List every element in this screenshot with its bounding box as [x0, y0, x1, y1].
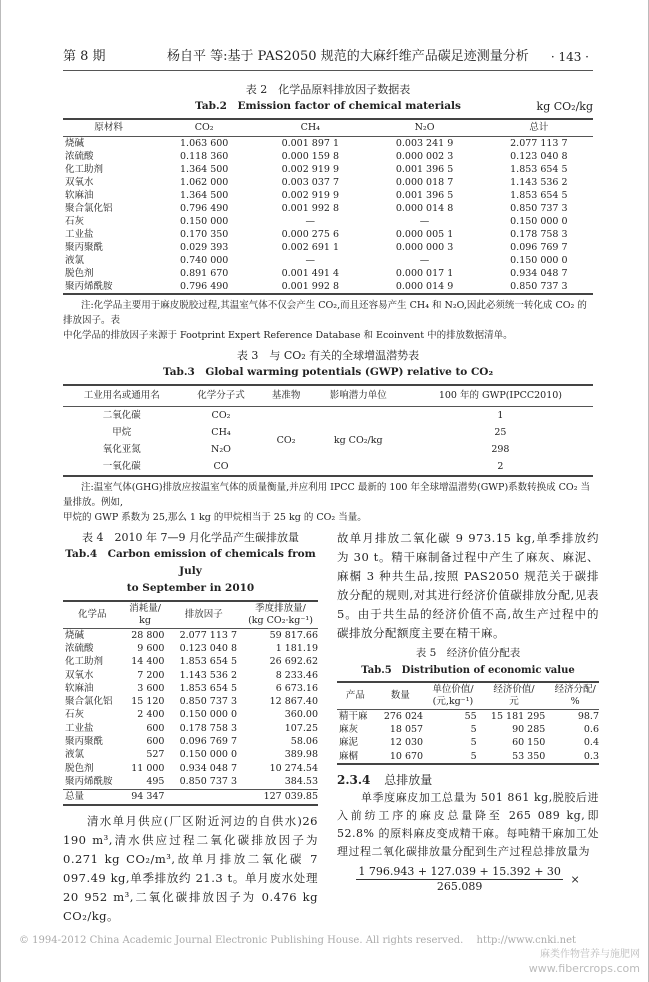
table3-unit-cell: kg CO₂/kg	[309, 407, 402, 477]
table5-row	[337, 737, 599, 750]
table5-title-en: Tab.5 Distribution of economic value	[361, 665, 575, 676]
table4-column-header-line: 消耗量/	[129, 603, 161, 614]
table2-cell: —	[419, 254, 430, 266]
table4-total-row	[63, 789, 318, 805]
table2-cell: 0.934 048 7	[510, 267, 568, 279]
table4-cell: 107.25	[284, 722, 318, 734]
table2-title-en: Tab.2 Emission factor of chemical materials	[195, 100, 461, 112]
table4-cell: 360.00	[284, 709, 318, 721]
table4-cell: 58.06	[290, 736, 318, 748]
table4-row	[63, 695, 318, 708]
table4-column-header-line: (kg CO₂·kg⁻¹)	[248, 615, 313, 626]
table3-section	[63, 347, 593, 525]
table4-cell: 10 274.54	[269, 762, 318, 774]
table4-cell: 0.850 737 3	[179, 775, 237, 787]
table4-cell: 14 400	[131, 656, 165, 668]
table2-cell: 0.000 000 3	[395, 241, 454, 253]
table3-cell: CO	[178, 458, 257, 476]
left-column	[63, 529, 318, 926]
table2-cell: 2.077 113 7	[510, 137, 568, 149]
table2-note-1: 注:化学品主要用于麻皮脱胶过程,其温室气体不仅会产生 CO₂,而且还容易产生 CH₄ 和 N₂O,因此必须统一转化成 CO₂ 的排放因子。表	[63, 300, 587, 326]
table5-row	[337, 710, 599, 724]
table2-cell: 0.150 000 0	[510, 254, 568, 266]
table5-cell: 98.7	[577, 710, 599, 722]
table5-cell: 90 285	[512, 723, 546, 735]
table2-cell: 1.853 654 5	[510, 163, 568, 175]
table2-cell: 烧碱	[65, 137, 85, 149]
table4-column-header	[164, 602, 237, 629]
table5-cell: 麻灰	[339, 723, 359, 735]
table4-cell: 9 600	[137, 642, 165, 654]
table5-cell: 0.4	[583, 737, 599, 749]
table2-cell: 脱色剂	[65, 267, 94, 279]
table2-column-header-line: N₂O	[414, 122, 435, 133]
table2-note-2: 中化学品的排放因子来源于 Footprint Expert Reference Database 和 Ecoinvent 中的排放数据清单。	[63, 330, 513, 341]
table3-row	[63, 407, 593, 425]
table4-cell: 12 867.40	[269, 696, 318, 708]
left-paragraph: 清水单月供应(厂区附近河边的自供水)26 190 m³,清水供应过程二氧化碳排放因子为 0.271 kg CO₂/m³,故单月排放二氧化碳 7 097.49 kg,单季排放约 21.3 t。单月废水处理 20 952 m³,二氧化碳排放因子为 0.476 kg CO₂/kg。	[63, 813, 318, 923]
table4-cell: 527	[146, 749, 165, 761]
table2-cell: 0.150 000	[180, 215, 229, 227]
table4-cell: 384.53	[284, 775, 318, 787]
table3-cell: 2	[402, 458, 593, 476]
table4-cell: 2 400	[137, 709, 165, 721]
table5-cell: 5	[470, 723, 477, 735]
table4-cell: 0.096 769 7	[179, 736, 237, 748]
table2-header-row	[63, 120, 593, 137]
table4-total-cell	[164, 789, 237, 805]
table4-cell: 聚丙烯酰胺	[65, 775, 113, 787]
table2-cell: 0.850 737 3	[510, 202, 568, 214]
table4-column-header-line: 化学品	[78, 609, 107, 620]
section-paragraph: 单季度麻皮加工总量为 501 861 kg,脱胶后进入前纺工序的麻皮总量降至 265 089 kg,即 52.8% 的原料麻皮变成精干麻。每吨精干麻加工处理过程二氧化碳排放量分配到生产过程总排放量为	[337, 791, 599, 859]
table5-cell: 15 181 295	[490, 710, 546, 722]
watermark-url: www.fibercrops.com	[528, 961, 640, 975]
table5-cell: 5	[423, 750, 477, 764]
table4-row	[63, 669, 318, 682]
table2-row	[63, 267, 593, 280]
table4-total-cell: 总量	[63, 789, 120, 805]
table2-cell: 0.003 241 9	[395, 137, 454, 149]
header-rule	[63, 70, 593, 71]
table2-cell: —	[305, 215, 316, 227]
table2-cell: 1.364 500	[180, 163, 229, 175]
table2-cell: 双氧水	[65, 176, 94, 188]
watermark-text: 麻类作物营养与施肥网	[540, 948, 640, 960]
table2-column-header-line: 总计	[529, 122, 549, 133]
table5-cell: 麻榍	[337, 750, 372, 764]
table2-cell: 0.000 014 8	[395, 202, 454, 214]
table5	[337, 683, 599, 765]
table4-cell: 3 600	[137, 682, 165, 694]
table4-cell: 0.850 737 3	[179, 696, 237, 708]
table4-header-row	[63, 602, 318, 629]
table2-column-header-line: CH₄	[300, 122, 320, 133]
table3-title-cn: 表 3 与 CO₂ 有关的全球增温潜势表	[236, 349, 420, 362]
table5-cell: 18 057	[389, 723, 424, 735]
table4-cell: 1.143 536 2	[179, 669, 237, 681]
table3-cell: 25	[494, 426, 507, 438]
table2-cell: 0.000 002 3	[395, 150, 454, 162]
table4-cell: 1 181.19	[275, 642, 318, 654]
page-number: · 143 ·	[550, 50, 589, 64]
table2-cell: 0.096 769 7	[510, 241, 568, 253]
table3-note-2: 甲烷的 GWP 系数为 25,那么 1 kg 的甲烷相当于 25 kg 的 CO₂ 当量。	[63, 512, 367, 523]
table3-column-header	[402, 386, 593, 407]
table5-cell: 53 350	[477, 750, 546, 764]
table4-cell: 59 817.66	[269, 629, 318, 641]
table4-column-header-line: 季度排放量/	[255, 603, 306, 614]
table4-cell: 0.123 040 8	[179, 642, 237, 654]
table2-row	[63, 163, 593, 176]
table5-cell: 0.3	[545, 750, 599, 764]
table2-title-cn: 表 2 化学品原料排放因子数据表	[245, 83, 411, 96]
table2-cell: 1.062 000	[180, 176, 229, 188]
table4-cell: 2.077 113 7	[179, 629, 237, 641]
footer	[1, 926, 648, 976]
table2-column-header-line: 原材料	[94, 122, 123, 133]
table4-cell: 495	[146, 775, 165, 787]
table5-column-header	[477, 683, 546, 710]
table2-cell: 0.001 491 4	[281, 267, 339, 279]
table4-cell: 烧碱	[65, 629, 85, 641]
table3-cell: 甲烷	[112, 426, 132, 438]
table3-cell: 1	[497, 409, 504, 421]
table4-column-header-line: 排放因子	[184, 609, 223, 620]
right-column	[337, 529, 599, 926]
table5-row	[337, 723, 599, 736]
table5-column-header	[372, 683, 423, 710]
table2-cell: 0.029 393	[180, 241, 229, 253]
table3-cell: 氧化亚氮	[102, 443, 141, 455]
section-heading	[337, 771, 599, 789]
table2-row	[63, 137, 593, 151]
table2-cell: 工业盐	[65, 228, 94, 240]
table2-title-row	[63, 98, 593, 115]
table2-cell: 0.000 275 6	[281, 228, 339, 240]
formula-denominator: 265.089	[436, 880, 483, 894]
table5-column-header-line: (元,kg⁻¹)	[432, 696, 474, 707]
table2-cell: 0.796 490	[180, 202, 229, 214]
table2-cell: 0.170 350	[180, 228, 229, 240]
table2-row	[63, 176, 593, 189]
table2-cell: 软麻油	[65, 189, 94, 201]
table3-note-1: 注:温室气体(GHG)排放应按温室气体的质量衡量,并应利用 IPCC 最新的 100 年全球增温潜势(GWP)系数转换成 CO₂ 当量排放。例如,	[63, 482, 591, 508]
table5-cell: 55	[464, 710, 477, 722]
table2-cell: 0.000 017 1	[395, 267, 454, 279]
table5-column-header-line: 单位价值/	[432, 684, 474, 695]
table4-cell: 15 120	[131, 696, 165, 708]
table2-cell: 0.740 000	[180, 254, 229, 266]
table3-column-header	[309, 386, 402, 407]
table3-title-en: Tab.3 Global warming potentials (GWP) relative to CO₂	[162, 366, 494, 378]
table2-cell: 浓硫酸	[65, 150, 94, 162]
table4-cell: 28 800	[131, 629, 165, 641]
table2-cell: 0.001 897 1	[281, 137, 339, 149]
table2-cell: 聚丙烯酰胺	[63, 280, 152, 294]
table2-cell: 液氯	[65, 254, 85, 266]
table5-cell: 10 670	[372, 750, 423, 764]
table4-cell: 液氯	[65, 749, 85, 761]
table2-cell: 0.001 396 5	[395, 189, 454, 201]
table2-cell: 0.002 919 9	[281, 189, 339, 201]
two-column-body	[63, 529, 599, 926]
running-header	[63, 48, 593, 66]
table5-cell: 0.6	[583, 723, 599, 735]
table2-cell: 0.001 992 8	[250, 280, 364, 294]
table4-cell: 工业盐	[65, 722, 94, 734]
table2-cell: 0.891 670	[180, 267, 229, 279]
issue-number: 第 8 期	[63, 49, 106, 64]
table2-cell: 0.118 360	[180, 150, 229, 162]
table3-cell: N₂O	[211, 443, 231, 455]
table4-cell: 聚合氯化铝	[65, 696, 113, 708]
table2-cell: —	[419, 215, 430, 227]
running-title: 杨自平 等:基于 PAS2050 规范的大麻纤维产品碳足迹测量分析	[167, 49, 529, 64]
table4-row	[63, 762, 318, 775]
table2-cell: 0.002 919 9	[281, 163, 339, 175]
table2-column-header-line: CO₂	[194, 122, 214, 133]
table5-column-header	[545, 683, 599, 710]
table5-cell: 276 024	[383, 710, 424, 722]
table5-cell: 60 150	[512, 737, 546, 749]
table2-cell: 0.001 992 8	[281, 202, 339, 214]
table2-cell: 0.178 758 3	[510, 228, 568, 240]
table3-reference-cell: CO₂	[258, 407, 309, 477]
table2-row	[63, 241, 593, 254]
table2-cell: 0.796 490	[152, 280, 250, 294]
table3-column-header-line: 基准物	[271, 390, 301, 401]
table2-row	[63, 150, 593, 163]
table4-column-header	[120, 602, 165, 629]
table3-cell: 一氧化碳	[63, 458, 178, 476]
table2-cell: 1.364 500	[180, 189, 229, 201]
table4-column-header	[237, 602, 318, 629]
table5-cell: 精干麻	[339, 710, 368, 722]
table2-column-header	[479, 120, 593, 137]
table5-title-cn: 表 5 经济价值分配表	[415, 647, 521, 659]
table3-cell: 298	[491, 443, 510, 455]
table5-cell: 5	[470, 737, 477, 749]
table4-cell: 软麻油	[65, 682, 94, 694]
table4-cell: 6 673.16	[275, 682, 318, 694]
table4-cell: 0.150 000 0	[179, 709, 237, 721]
table4-row	[63, 682, 318, 695]
table2-column-header	[250, 120, 364, 137]
table2-cell: 0.002 691 1	[281, 241, 339, 253]
table2-cell: 0.000 159 8	[281, 150, 339, 162]
table2-row	[63, 254, 593, 267]
table2-cell: 化工助剂	[65, 163, 104, 175]
table4-cell: 1.853 654 5	[179, 682, 237, 694]
table2-cell: 0.003 037 7	[281, 176, 339, 188]
table2-cell: 0.000 005 1	[395, 228, 454, 240]
table2-column-header	[152, 120, 250, 137]
table5-column-header-line: 元	[509, 696, 519, 707]
section-number: 2.3.4	[337, 773, 371, 788]
table5-row	[337, 750, 599, 764]
table3	[63, 386, 593, 477]
table2-cell: 0.850 737 3	[479, 280, 593, 294]
table2-cell: 0.000 014 9	[364, 280, 478, 294]
table2-cell: 1.143 536 2	[510, 176, 568, 188]
table4-row	[63, 749, 318, 762]
table4-cell: 7 200	[137, 669, 165, 681]
table4-title-en-1: Tab.4 Carbon emission of chemicals from July	[65, 548, 316, 577]
table5-column-header	[423, 683, 477, 710]
table2-unit: kg CO₂/kg	[536, 100, 593, 113]
table2	[63, 120, 593, 295]
table5-cell: 12 030	[389, 737, 424, 749]
table4-cell: 双氧水	[65, 669, 94, 681]
right-paragraph: 故单月排放二氧化碳 9 973.15 kg,单季排放约为 30 t。精干麻制备过程中产生了麻灰、麻泥、麻榍 3 种共生品,按照 PAS2050 规范关于碳排放分配的规则,对其进行经济价值碳排放分配,见表 5。由于共生品的经济价值不高,故生产过程中的碳排放分配额度主要在精干麻。	[337, 531, 599, 640]
table4-row	[63, 629, 318, 643]
table3-column-header-line: 影响潜力单位	[329, 390, 387, 401]
table2-cell: 聚合氯化铝	[65, 202, 113, 214]
table3-column-header	[178, 386, 257, 407]
table2-cell: 0.001 396 5	[395, 163, 454, 175]
table2-row	[63, 228, 593, 241]
table4-cell: 8 233.46	[275, 669, 318, 681]
table2-cell: 石灰	[65, 215, 85, 227]
table4-cell: 26 692.62	[269, 656, 318, 668]
table4	[63, 602, 318, 806]
table5-column-header-line: %	[570, 696, 580, 707]
table2-column-header	[63, 120, 152, 137]
table4-row	[63, 735, 318, 748]
table3-cell: CO₂	[211, 409, 231, 421]
table5-column-header	[337, 683, 372, 710]
table4-cell: 化工助剂	[65, 656, 104, 668]
table4-cell: 600	[146, 736, 165, 748]
table2-cell: 0.123 040 8	[510, 150, 568, 162]
table4-cell: 浓硫酸	[65, 642, 94, 654]
table4-row	[63, 775, 318, 789]
formula-numerator: 1 796.943 + 127.039 + 15.392 + 30	[358, 865, 561, 879]
table3-cell: CH₄	[211, 426, 231, 438]
table3-column-header-line: 100 年的 GWP(IPCC2010)	[438, 390, 563, 401]
table2-cell: 0.000 018 7	[395, 176, 454, 188]
copyright-footer: © 1994-2012 China Academic Journal Electronic Publishing House. All rights reserved. http://www.cnki.net	[19, 934, 577, 946]
table3-cell: 二氧化碳	[102, 409, 141, 421]
table2-row	[63, 280, 593, 294]
formula	[337, 865, 599, 894]
table2-row	[63, 215, 593, 228]
table3-column-header-line: 工业用名或通用名	[83, 390, 160, 401]
table5-column-header-line: 数量	[390, 690, 410, 701]
table5-column-header-line: 产品	[345, 690, 365, 701]
table5-column-header-line: 经济分配/	[554, 684, 596, 695]
table5-cell: 麻泥	[339, 737, 359, 749]
table4-cell: 0.178 758 3	[179, 722, 237, 734]
table3-column-header	[258, 386, 309, 407]
table4-cell: 脱色剂	[65, 762, 94, 774]
table4-cell: 600	[146, 722, 165, 734]
table4-row	[63, 656, 318, 669]
table4-row	[63, 642, 318, 655]
table4-column-header-line: kg	[139, 615, 151, 626]
table4-title-en-2: to September in 2010	[126, 582, 255, 594]
table2-row	[63, 189, 593, 202]
table4-cell: 11 000	[131, 762, 165, 774]
table4-cell: 389.98	[284, 749, 318, 761]
table4-cell: 0.934 048 7	[179, 762, 237, 774]
table4-cell: 0.150 000 0	[179, 749, 237, 761]
table4-cell: 石灰	[65, 709, 85, 721]
table3-header-row	[63, 386, 593, 407]
section-title: 总排放量	[384, 773, 433, 788]
table4-column-header	[63, 602, 120, 629]
table2-cell: 0.150 000 0	[510, 215, 568, 227]
table2-row	[63, 202, 593, 215]
table2-cell: —	[305, 254, 316, 266]
table2-section	[63, 81, 593, 343]
table3-column-header-line: 化学分子式	[197, 390, 245, 401]
table2-column-header	[364, 120, 478, 137]
table3-column-header	[63, 386, 178, 407]
table4-total-cell: 127 039.85	[237, 789, 318, 805]
table4-cell: 1.853 654 5	[179, 656, 237, 668]
table4-row	[63, 709, 318, 722]
table2-cell: 聚丙聚酰	[65, 241, 104, 253]
table5-column-header-line: 经济价值/	[493, 684, 535, 695]
table2-cell: 1.063 600	[180, 137, 229, 149]
table4-title-cn: 表 4 2010 年 7—9 月化学品产生碳排放量	[82, 531, 299, 544]
table4-row	[63, 722, 318, 735]
table2-cell: 1.853 654 5	[510, 189, 568, 201]
formula-operator: ×	[570, 872, 580, 886]
table5-header-row	[337, 683, 599, 710]
table4-total-cell: 94 347	[120, 789, 165, 805]
table4-cell: 聚丙聚酰	[65, 736, 104, 748]
